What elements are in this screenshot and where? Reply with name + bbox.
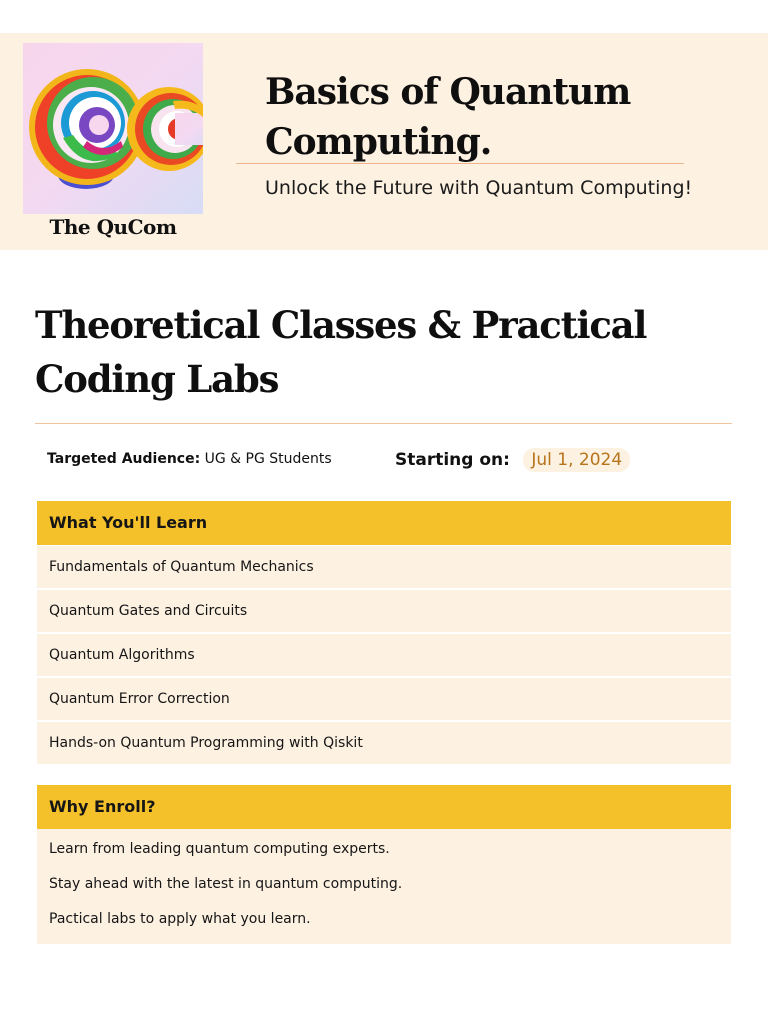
learn-list-item: Quantum Gates and Circuits: [37, 590, 731, 632]
why-enroll-box: [37, 829, 731, 944]
start-date-label: Starting on:: [395, 450, 510, 470]
header-divider: [236, 163, 684, 164]
header-banner: [0, 33, 768, 250]
learn-list-item: Quantum Error Correction: [37, 678, 731, 720]
why-list-item: Pactical labs to apply what you learn.: [49, 911, 311, 927]
target-audience: [47, 450, 332, 468]
why-list-item: Learn from leading quantum computing experts.: [49, 841, 390, 857]
main-divider: [35, 423, 732, 424]
why-list-item: Stay ahead with the latest in quantum computing.: [49, 876, 403, 892]
audience-label: Targeted Audience:: [47, 451, 201, 467]
qucom-logo: [23, 43, 203, 214]
start-date-badge: Jul 1, 2024: [523, 448, 630, 472]
why-section-header: Why Enroll?: [37, 785, 731, 829]
course-title: Basics of Quantum Computing.: [265, 71, 631, 163]
learn-list: [37, 546, 731, 766]
why-list: [49, 840, 731, 928]
main-heading: Theoretical Classes & Practical Coding Labs: [35, 303, 647, 401]
start-date-row: [395, 448, 630, 472]
learn-list-item: Quantum Algorithms: [37, 634, 731, 676]
learn-list-item: Fundamentals of Quantum Mechanics: [37, 546, 731, 588]
audience-value: UG & PG Students: [204, 451, 332, 467]
qucom-logo-image: [23, 43, 203, 214]
learn-list-item: Hands-on Quantum Programming with Qiskit: [37, 722, 731, 764]
learn-section-header: What You'll Learn: [37, 501, 731, 545]
course-tagline: Unlock the Future with Quantum Computing!: [265, 177, 693, 199]
brand-name: The QuCom: [49, 215, 177, 239]
